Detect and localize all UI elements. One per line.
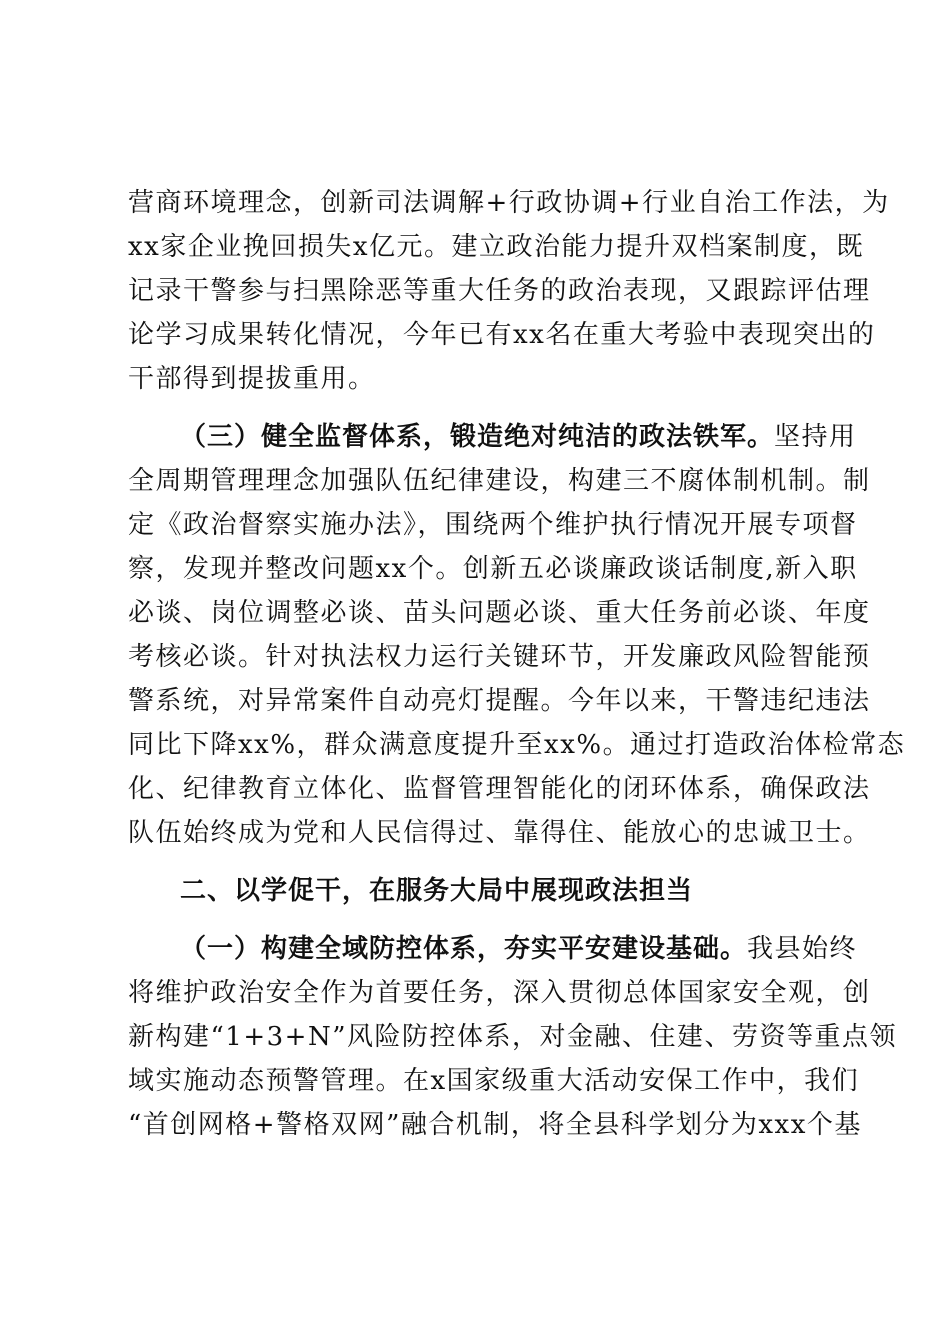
- body-text-line: 察，发现并整改问题xx个。创新五必谈廉政谈话制度,新入职: [128, 554, 858, 584]
- body-text-line: 全周期管理理念加强队伍纪律建设，构建三不腐体制机制。制: [128, 466, 871, 496]
- section-heading-line: [180, 868, 830, 914]
- body-text-line: 定《政治督察实施办法》，围绕两个维护执行情况开展专项督: [128, 510, 858, 540]
- body-text-line: 论学习成果转化情况，今年已有xx名在重大考验中表现突出的: [128, 320, 876, 350]
- body-text-line: 营商环境理念，创新司法调解+行政协调+行业自治工作法，为: [128, 188, 890, 218]
- subsection-heading-line: [180, 414, 857, 460]
- body-text-line: xx家企业挽回损失x亿元。建立政治能力提升双档案制度，既: [128, 232, 864, 262]
- subsection-heading: （一）构建全域防控体系，夯实平安建设基础。: [180, 934, 748, 964]
- body-text-line: 考核必谈。针对执法权力运行关键环节，开发廉政风险智能预: [128, 642, 871, 672]
- subsection-heading-line: [180, 926, 858, 972]
- body-text-fragment: 我县始终: [747, 934, 858, 964]
- body-text-line: 警系统，对异常案件自动亮灯提醒。今年以来，干警违纪违法: [128, 686, 871, 716]
- body-text-line: 化、纪律教育立体化、监督管理智能化的闭环体系，确保政法: [128, 774, 871, 804]
- subsection-heading: （三）健全监督体系，锻造绝对纯洁的政法铁军。: [180, 422, 775, 452]
- body-text-line: 记录干警参与扫黑除恶等重大任务的政治表现，又跟踪评估理: [128, 276, 871, 306]
- body-text-line: 将维护政治安全作为首要任务，深入贯彻总体国家安全观，创: [128, 978, 871, 1008]
- body-text-line: 必谈、岗位调整必谈、苗头问题必谈、重大任务前必谈、年度: [128, 598, 871, 628]
- body-text-line: “首创网格+警格双网”融合机制，将全县科学划分为xxx个基: [128, 1110, 862, 1140]
- section-heading: 二、以学促干，在服务大局中展现政法担当: [180, 876, 694, 906]
- body-text-line: 同比下降xx%，群众满意度提升至xx%。通过打造政治体检常态: [128, 730, 906, 760]
- body-text-line: 域实施动态预警管理。在x国家级重大活动安保工作中，我们: [128, 1066, 860, 1096]
- body-text-line: 队伍始终成为党和人民信得过、靠得住、能放心的忠诚卫士。: [128, 818, 871, 848]
- body-text-line: 干部得到提拔重用。: [128, 364, 376, 394]
- body-text-fragment: 坚持用: [774, 422, 857, 452]
- body-text-line: 新构建“1+3+N”风险防控体系，对金融、住建、劳资等重点领: [128, 1022, 897, 1052]
